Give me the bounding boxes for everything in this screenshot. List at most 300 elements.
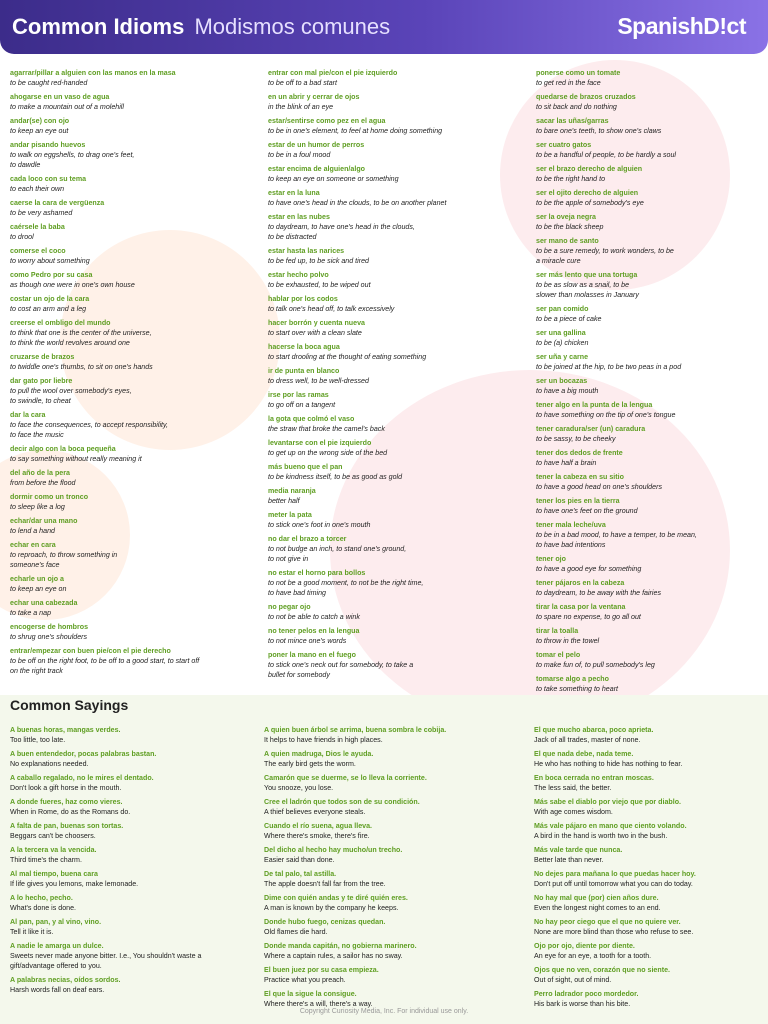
- saying-entry: [264, 773, 519, 793]
- saying-entry: [10, 797, 245, 817]
- saying-english: Easier said than done.: [264, 856, 335, 864]
- idiom-entry: [268, 342, 523, 362]
- saying-entry: [10, 869, 245, 889]
- idiom-english: to be the apple of somebody's eye: [536, 199, 644, 207]
- idiom-english: to think that one is the center of the universe,: [10, 329, 152, 337]
- idiom-english: to keep an eye on someone or something: [268, 175, 399, 183]
- idiom-spanish: más bueno que el pan: [268, 463, 343, 471]
- idiom-spanish: ser cuatro gatos: [536, 141, 592, 149]
- saying-spanish: No hay mal que (por) cien años dure.: [534, 894, 659, 902]
- idiom-english: to twiddle one's thumbs, to sit on one's hands: [10, 363, 153, 371]
- idiom-entry: [10, 92, 245, 112]
- saying-entry: [534, 869, 759, 889]
- idiom-english: to have a good head on one's shoulders: [536, 483, 662, 491]
- idiom-spanish: poner la mano en el fuego: [268, 651, 356, 659]
- saying-entry: [264, 869, 519, 889]
- title-english: Common Idioms: [12, 14, 185, 39]
- idiom-spanish: ser mano de santo: [536, 237, 599, 245]
- saying-spanish: Al pan, pan, y al vino, vino.: [10, 918, 102, 926]
- saying-english: When in Rome, do as the Romans do.: [10, 808, 131, 816]
- idiom-entry: [268, 626, 523, 646]
- idiom-spanish: andar pisando huevos: [10, 141, 86, 149]
- idiom-spanish: tener mala leche/uva: [536, 521, 606, 529]
- saying-english: With age comes wisdom.: [534, 808, 613, 816]
- idiom-entry: [536, 352, 761, 372]
- idiom-english: to make fun of, to pull somebody's leg: [536, 661, 655, 669]
- saying-spanish: A buen entendedor, pocas palabras bastan.: [10, 750, 157, 758]
- idiom-english: from before the flood: [10, 479, 76, 487]
- saying-english: It helps to have friends in high places.: [264, 736, 383, 744]
- saying-spanish: A lo hecho, pecho.: [10, 894, 73, 902]
- saying-english: Practice what you preach.: [264, 976, 346, 984]
- idiom-entry: [536, 92, 761, 112]
- saying-english: He who has nothing to hide has nothing to fear.: [534, 760, 683, 768]
- idiom-english: bullet for somebody: [268, 671, 330, 679]
- title-spanish: Modismos comunes: [194, 14, 391, 39]
- saying-entry: [264, 989, 519, 1009]
- idiom-entry: [268, 462, 523, 482]
- idiom-spanish: hablar por los codos: [268, 295, 338, 303]
- idiom-english: to talk one's head off, to talk excessively: [268, 305, 395, 313]
- idiom-spanish: ponerse como un tomate: [536, 69, 621, 77]
- idiom-spanish: cada loco con su tema: [10, 175, 87, 183]
- saying-english: A thief believes everyone steals.: [264, 808, 366, 816]
- saying-entry: [534, 893, 759, 913]
- idiom-entry: [536, 304, 761, 324]
- saying-entry: [10, 749, 245, 769]
- idiom-spanish: entrar con mal pie/con el pie izquierdo: [268, 69, 398, 77]
- saying-spanish: Más vale pájaro en mano que ciento volando.: [534, 822, 687, 830]
- idiom-english: to be in a foul mood: [268, 151, 331, 159]
- saying-entry: [264, 845, 519, 865]
- idiom-english: better half: [268, 497, 300, 505]
- idiom-entry: [10, 540, 245, 570]
- saying-spanish: Ojos que no ven, corazón que no siente.: [534, 966, 670, 974]
- idiom-english: to sleep like a log: [10, 503, 65, 511]
- idiom-entry: [536, 328, 761, 348]
- saying-english: An eye for an eye, a tooth for a tooth.: [534, 952, 652, 960]
- idiom-english: to be in a bad mood, to have a temper, to be mean,: [536, 531, 697, 539]
- idiom-english: to have a good eye for something: [536, 565, 642, 573]
- idiom-english: to have bad intentions: [536, 541, 606, 549]
- idiom-spanish: dormir como un tronco: [10, 493, 89, 501]
- saying-english: You snooze, you lose.: [264, 784, 334, 792]
- idiom-english: to shrug one's shoulders: [10, 633, 88, 641]
- idiom-entry: [10, 352, 245, 372]
- saying-entry: [10, 893, 245, 913]
- idiom-english: a miracle cure: [536, 257, 581, 265]
- saying-spanish: A falta de pan, buenas son tortas.: [10, 822, 124, 830]
- idiom-english: to be a sure remedy, to work wonders, to be: [536, 247, 674, 255]
- saying-english: None are more blind than those who refuse to see.: [534, 928, 694, 936]
- idiom-entry: [10, 622, 245, 642]
- saying-entry: [264, 749, 519, 769]
- idiom-english: someone's face: [10, 561, 60, 569]
- idiom-english: to be caught red-handed: [10, 79, 88, 87]
- saying-english: Old flames die hard.: [264, 928, 328, 936]
- idiom-entry: [268, 510, 523, 530]
- saying-spanish: El que nada debe, nada teme.: [534, 750, 634, 758]
- saying-entry: [534, 845, 759, 865]
- saying-english: Where there's a will, there's a way.: [264, 1000, 373, 1008]
- idiom-spanish: ser una gallina: [536, 329, 586, 337]
- saying-english: Even the longest night comes to an end.: [534, 904, 661, 912]
- idiom-english: to not mince one's words: [268, 637, 347, 645]
- saying-english: Don't look a gift horse in the mouth.: [10, 784, 122, 792]
- idiom-entry: [268, 602, 523, 622]
- idiom-entry: [268, 650, 523, 680]
- saying-english: A bird in the hand is worth two in the bush.: [534, 832, 668, 840]
- idiom-english: to throw in the towel: [536, 637, 600, 645]
- idiom-spanish: quedarse de brazos cruzados: [536, 93, 636, 101]
- idiom-entry: [10, 222, 245, 242]
- idiom-spanish: costar un ojo de la cara: [10, 295, 90, 303]
- idiom-spanish: del año de la pera: [10, 469, 70, 477]
- idiom-english: to stick one's foot in one's mouth: [268, 521, 371, 529]
- idiom-spanish: dar gato por liebre: [10, 377, 73, 385]
- saying-english: Harsh words fall on deaf ears.: [10, 986, 105, 994]
- idiom-entry: [536, 212, 761, 232]
- idioms-section: [0, 68, 768, 693]
- saying-english: The apple doesn't fall far from the tree.: [264, 880, 386, 888]
- idiom-entry: [268, 366, 523, 386]
- idiom-english: to face the music: [10, 431, 64, 439]
- idiom-spanish: no tener pelos en la lengua: [268, 627, 360, 635]
- saying-entry: [10, 975, 245, 995]
- idiom-entry: [10, 174, 245, 194]
- idiom-spanish: no estar el horno para bollos: [268, 569, 366, 577]
- idiom-spanish: tener algo en la punta de la lengua: [536, 401, 653, 409]
- idiom-english: to worry about something: [10, 257, 90, 265]
- idiom-entry: [268, 438, 523, 458]
- idiom-english: as though one were in one's own house: [10, 281, 135, 289]
- saying-english: Where a captain rules, a sailor has no sway.: [264, 952, 403, 960]
- saying-spanish: A quien madruga, Dios le ayuda.: [264, 750, 374, 758]
- saying-english: His bark is worse than his bite.: [534, 1000, 631, 1008]
- idiom-english: to keep an eye out: [10, 127, 69, 135]
- idiom-spanish: como Pedro por su casa: [10, 271, 93, 279]
- idiom-english: to take something to heart: [536, 685, 619, 693]
- idiom-spanish: echarle un ojo a: [10, 575, 65, 583]
- idiom-english: to be fed up, to be sick and tired: [268, 257, 369, 265]
- idiom-english: to drool: [10, 233, 34, 241]
- saying-entry: [534, 917, 759, 937]
- saying-english: If life gives you lemons, make lemonade.: [10, 880, 139, 888]
- idiom-spanish: tener los pies en la tierra: [536, 497, 620, 505]
- idiom-entry: [10, 468, 245, 488]
- idiom-english: to be distracted: [268, 233, 317, 241]
- saying-english: No explanations needed.: [10, 760, 89, 768]
- idiom-entry: [268, 568, 523, 598]
- saying-entry: [264, 941, 519, 961]
- idiom-entry: [536, 68, 761, 88]
- idiom-spanish: echar en cara: [10, 541, 56, 549]
- saying-english: Third time's the charm.: [10, 856, 82, 864]
- idiom-english: to take a nap: [10, 609, 52, 617]
- idiom-english: to be joined at the hip, to be two peas in a pod: [536, 363, 682, 371]
- idiom-entry: [268, 486, 523, 506]
- saying-english: Out of sight, out of mind.: [534, 976, 612, 984]
- idiom-english: to pull the wool over somebody's eyes,: [10, 387, 132, 395]
- saying-entry: [534, 773, 759, 793]
- sayings-column-3: [534, 725, 759, 1013]
- saying-english: A man is known by the company he keeps.: [264, 904, 399, 912]
- idiom-entry: [536, 270, 761, 300]
- idiom-entry: [536, 578, 761, 598]
- idiom-entry: [536, 520, 761, 550]
- saying-entry: [264, 821, 519, 841]
- saying-spanish: Más vale tarde que nunca.: [534, 846, 623, 854]
- idiom-english: to be a piece of cake: [536, 315, 602, 323]
- saying-spanish: Donde hubo fuego, cenizas quedan.: [264, 918, 386, 926]
- idiom-entry: [536, 140, 761, 160]
- saying-spanish: A nadie le amarga un dulce.: [10, 942, 104, 950]
- idiom-entry: [268, 318, 523, 338]
- idiom-english: to not be a good moment, to not be the right time,: [268, 579, 424, 587]
- idiom-spanish: ser la oveja negra: [536, 213, 596, 221]
- idiom-entry: [10, 444, 245, 464]
- idiom-entry: [10, 376, 245, 406]
- idiom-spanish: tener pájaros en la cabeza: [536, 579, 625, 587]
- saying-spanish: A la tercera va la vencida.: [10, 846, 97, 854]
- saying-entry: [534, 941, 759, 961]
- idiom-english: to get red in the face: [536, 79, 601, 87]
- idiom-english: to bare one's teeth, to show one's claws: [536, 127, 662, 135]
- idiom-english: to be sassy, to be cheeky: [536, 435, 616, 443]
- idiom-spanish: echar una cabezada: [10, 599, 78, 607]
- idiom-spanish: ser más lento que una tortuga: [536, 271, 638, 279]
- idiom-english: to be the black sheep: [536, 223, 604, 231]
- idiom-english: to be the right hand to: [536, 175, 606, 183]
- idiom-entry: [268, 92, 523, 112]
- saying-spanish: Camarón que se duerme, se lo lleva la corriente.: [264, 774, 427, 782]
- idiom-spanish: tirar la casa por la ventana: [536, 603, 626, 611]
- saying-entry: [264, 797, 519, 817]
- idiom-spanish: tener la cabeza en su sitio: [536, 473, 624, 481]
- saying-entry: [10, 725, 245, 745]
- idiom-entry: [268, 246, 523, 266]
- saying-spanish: Del dicho al hecho hay mucho/un trecho.: [264, 846, 403, 854]
- saying-entry: [10, 821, 245, 841]
- idiom-english: to sit back and do nothing: [536, 103, 617, 111]
- idiom-entry: [536, 650, 761, 670]
- idiom-english: to daydream, to have one's head in the clouds,: [268, 223, 415, 231]
- idiom-english: to reproach, to throw something in: [10, 551, 118, 559]
- saying-entry: [534, 797, 759, 817]
- idiom-spanish: caerse la cara de vergüenza: [10, 199, 105, 207]
- idiom-spanish: decir algo con la boca pequeña: [10, 445, 116, 453]
- idiom-entry: [536, 424, 761, 444]
- idiom-english: to face the consequences, to accept responsibility,: [10, 421, 168, 429]
- idiom-spanish: ser un bocazas: [536, 377, 588, 385]
- idiom-entry: [10, 410, 245, 440]
- idiom-english: to swindle, to cheat: [10, 397, 71, 405]
- saying-entry: [264, 725, 519, 745]
- idioms-column-3: [536, 68, 761, 698]
- idiom-entry: [536, 554, 761, 574]
- idiom-english: to have one's head in the clouds, to be on another planet: [268, 199, 447, 207]
- idiom-spanish: estar en las nubes: [268, 213, 330, 221]
- saying-spanish: A caballo regalado, no le mires el dentado.: [10, 774, 154, 782]
- idiom-entry: [536, 400, 761, 420]
- saying-entry: [10, 773, 245, 793]
- idiom-entry: [10, 198, 245, 218]
- idiom-entry: [268, 270, 523, 290]
- idiom-spanish: meter la pata: [268, 511, 312, 519]
- sayings-title: Common Sayings: [10, 697, 129, 713]
- idiom-entry: [536, 164, 761, 184]
- idiom-english: to make a mountain out of a molehill: [10, 103, 124, 111]
- idiom-english: to keep an eye on: [10, 585, 67, 593]
- idiom-spanish: tomar el pelo: [536, 651, 581, 659]
- saying-entry: [264, 917, 519, 937]
- idiom-spanish: tomarse algo a pecho: [536, 675, 609, 683]
- saying-english: The early bird gets the worm.: [264, 760, 356, 768]
- idiom-entry: [536, 602, 761, 622]
- idiom-english: to lend a hand: [10, 527, 55, 535]
- idiom-spanish: entrar/empezar con buen pie/con el pie derecho: [10, 647, 171, 655]
- idioms-column-2: [268, 68, 523, 684]
- idiom-entry: [10, 598, 245, 618]
- idiom-english: to have one's feet on the ground: [536, 507, 638, 515]
- copyright-footer: Copyright Curiosity Media, Inc. For individual use only.: [299, 1008, 469, 1015]
- idiom-spanish: tener dos dedos de frente: [536, 449, 623, 457]
- idiom-entry: [268, 68, 523, 88]
- idiom-spanish: estar/sentirse como pez en el agua: [268, 117, 386, 125]
- idiom-entry: [10, 270, 245, 290]
- idiom-spanish: creerse el ombligo del mundo: [10, 319, 111, 327]
- idiom-entry: [536, 236, 761, 266]
- idiom-english: to each their own: [10, 185, 65, 193]
- saying-english: What's done is done.: [10, 904, 77, 912]
- idiom-entry: [536, 376, 761, 396]
- idiom-spanish: irse por las ramas: [268, 391, 329, 399]
- idiom-english: to be exhausted, to be wiped out: [268, 281, 371, 289]
- idiom-english: to dawdle: [10, 161, 41, 169]
- saying-spanish: Donde manda capitán, no gobierna marinero.: [264, 942, 417, 950]
- idiom-entry: [10, 492, 245, 512]
- idiom-spanish: ser el brazo derecho de alguien: [536, 165, 643, 173]
- idiom-english: to start drooling at the thought of eating something: [268, 353, 427, 361]
- saying-spanish: El buen juez por su casa empieza.: [264, 966, 379, 974]
- idiom-english: to not budge an inch, to stand one's ground,: [268, 545, 407, 553]
- idiom-entry: [268, 164, 523, 184]
- saying-entry: [534, 749, 759, 769]
- idiom-spanish: estar de un humor de perros: [268, 141, 365, 149]
- idiom-spanish: tirar la toalla: [536, 627, 579, 635]
- saying-english: Jack of all trades, master of none.: [534, 736, 641, 744]
- idiom-spanish: estar encima de alguien/algo: [268, 165, 365, 173]
- idiom-spanish: estar hasta las narices: [268, 247, 345, 255]
- page-title: [12, 14, 390, 40]
- idiom-english: to get up on the wrong side of the bed: [268, 449, 388, 457]
- idiom-entry: [268, 212, 523, 242]
- idiom-english: to cost an arm and a leg: [10, 305, 87, 313]
- idiom-entry: [268, 294, 523, 314]
- saying-entry: [10, 941, 245, 971]
- idiom-spanish: la gota que colmó el vaso: [268, 415, 355, 423]
- idiom-english: to be off on the right foot, to be off to a good start, to start off: [10, 657, 200, 665]
- idiom-english: to start over with a clean slate: [268, 329, 362, 337]
- idiom-entry: [10, 516, 245, 536]
- idiom-english: to say something without really meaning it: [10, 455, 142, 463]
- idiom-entry: [268, 390, 523, 410]
- saying-entry: [534, 725, 759, 745]
- idiom-entry: [10, 140, 245, 170]
- idiom-spanish: media naranja: [268, 487, 316, 495]
- idiom-entry: [10, 646, 245, 676]
- idiom-spanish: agarrar/pillar a alguien con las manos en la masa: [10, 69, 176, 77]
- idiom-spanish: hacer borrón y cuenta nueva: [268, 319, 365, 327]
- saying-entry: [10, 917, 245, 937]
- saying-spanish: No dejes para mañana lo que puedas hacer hoy.: [534, 870, 696, 878]
- idiom-spanish: caérsele la baba: [10, 223, 65, 231]
- idiom-english: to walk on eggshells, to drag one's feet,: [10, 151, 135, 159]
- idiom-english: the straw that broke the camel's back: [268, 425, 385, 433]
- idiom-english: to be in one's element, to feel at home doing something: [268, 127, 443, 135]
- saying-spanish: El que mucho abarca, poco aprieta.: [534, 726, 654, 734]
- idiom-spanish: en un abrir y cerrar de ojos: [268, 93, 360, 101]
- idiom-entry: [10, 116, 245, 136]
- idiom-entry: [10, 318, 245, 348]
- sayings-column-1: [10, 725, 245, 999]
- idiom-entry: [268, 534, 523, 564]
- idiom-entry: [536, 448, 761, 468]
- idiom-english: to have a big mouth: [536, 387, 599, 395]
- saying-english: The less said, the better.: [534, 784, 612, 792]
- idiom-spanish: comerse el coco: [10, 247, 66, 255]
- saying-entry: [264, 893, 519, 913]
- idiom-english: to have something on the tip of one's tongue: [536, 411, 676, 419]
- idiom-english: to be kindness itself, to be as good as gold: [268, 473, 403, 481]
- idiom-spanish: levantarse con el pie izquierdo: [268, 439, 372, 447]
- saying-spanish: Al mal tiempo, buena cara: [10, 870, 98, 878]
- saying-english: Too little, too late.: [10, 736, 66, 744]
- idiom-entry: [536, 626, 761, 646]
- idiom-spanish: encogerse de hombros: [10, 623, 89, 631]
- saying-spanish: Más sabe el diablo por viejo que por diablo.: [534, 798, 682, 806]
- idiom-spanish: hacerse la boca agua: [268, 343, 340, 351]
- saying-entry: [534, 821, 759, 841]
- idiom-entry: [268, 414, 523, 434]
- saying-spanish: Dime con quién andas y te diré quién eres.: [264, 894, 408, 902]
- idiom-entry: [536, 496, 761, 516]
- idiom-english: in the blink of an eye: [268, 103, 334, 111]
- idiom-entry: [536, 472, 761, 492]
- idioms-column-1: [10, 68, 245, 680]
- idiom-english: to be a handful of people, to be hardly a soul: [536, 151, 677, 159]
- saying-spanish: A buenas horas, mangas verdes.: [10, 726, 121, 734]
- idiom-entry: [268, 116, 523, 136]
- saying-spanish: El que la sigue la consigue.: [264, 990, 357, 998]
- idiom-entry: [268, 188, 523, 208]
- idiom-spanish: tener ojo: [536, 555, 566, 563]
- header-banner: [0, 0, 768, 54]
- idiom-english: to be very ashamed: [10, 209, 73, 217]
- idiom-english: to have bad timing: [268, 589, 326, 597]
- idiom-spanish: ser uña y carne: [536, 353, 589, 361]
- saying-spanish: De tal palo, tal astilla.: [264, 870, 337, 878]
- idiom-english: to stick one's neck out for somebody, to take a: [268, 661, 414, 669]
- idiom-english: to be (a) chicken: [536, 339, 589, 347]
- idiom-english: to think the world revolves around one: [10, 339, 130, 347]
- saying-english: Tell it like it is.: [10, 928, 54, 936]
- idiom-spanish: no dar el brazo a torcer: [268, 535, 347, 543]
- sayings-column-2: [264, 725, 519, 1013]
- saying-spanish: A palabras necias, oídos sordos.: [10, 976, 121, 984]
- idiom-entry: [536, 674, 761, 694]
- idiom-spanish: estar hecho polvo: [268, 271, 329, 279]
